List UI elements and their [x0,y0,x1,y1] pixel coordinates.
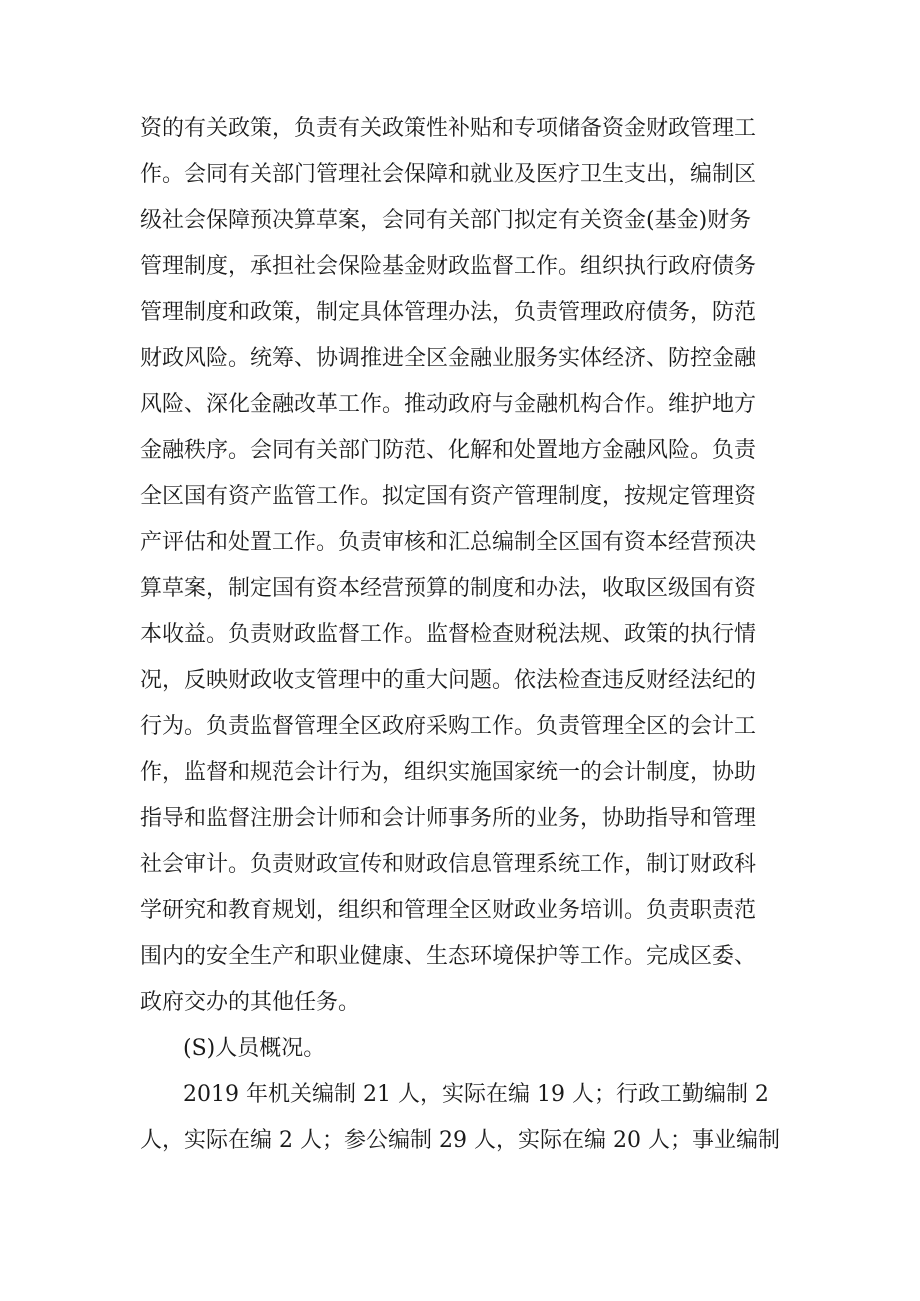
text-line: 财政风险。统筹、协调推进全区金融业服务实体经济、防控金融 [140,346,757,371]
text-line: 政府交办的其他任务。 [140,990,361,1015]
text-line: 资的有关政策，负责有关政策性补贴和专项储备资金财政管理工 [140,116,757,141]
text-line: 本收益。负责财政监督工作。监督检查财税法规、政策的执行情 [140,622,757,647]
text-line: 级社会保障预决算草案，会同有关部门拟定有关资金(基金)财务 [140,208,752,233]
text-line: 产评估和处置工作。负责审核和汇总编制全区国有资本经营预决 [140,530,757,555]
text-line: 管理制度，承担社会保险基金财政监督工作。组织执行政府债务 [140,254,757,279]
text-line: 社会审计。负责财政宣传和财政信息管理系统工作，制订财政科 [140,852,757,877]
text-line: 2019 年机关编制 21 人，实际在编 19 人；行政工勤编制 2 [183,1082,769,1107]
text-line: 围内的安全生产和职业健康、生态环境保护等工作。完成区委、 [140,944,757,969]
text-line: 管理制度和政策，制定具体管理办法，负责管理政府债务，防范 [140,300,757,325]
text-line: 指导和监督注册会计师和会计师事务所的业务，协助指导和管理 [140,806,757,831]
text-line: 作。会同有关部门管理社会保障和就业及医疗卫生支出，编制区 [140,162,757,187]
text-line: 风险、深化金融改革工作。推动政府与金融机构合作。维护地方 [140,392,757,417]
text-line: 人，实际在编 2 人；参公编制 29 人，实际在编 20 人；事业编制 [140,1128,780,1153]
text-line: 行为。负责监督管理全区政府采购工作。负责管理全区的会计工 [140,714,757,739]
text-line: 全区国有资产监管工作。拟定国有资产管理制度，按规定管理资 [140,484,757,509]
text-line: 学研究和教育规划，组织和管理全区财政业务培训。负责职责范 [140,898,757,923]
text-line: 金融秩序。会同有关部门防范、化解和处置地方金融风险。负责 [140,438,757,463]
text-line: 况，反映财政收支管理中的重大问题。依法检查违反财经法纪的 [140,668,757,693]
section-heading: (S)人员概况。 [183,1036,326,1061]
text-line: 算草案，制定国有资本经营预算的制度和办法，收取区级国有资 [140,576,757,601]
text-line: 作，监督和规范会计行为，组织实施国家统一的会计制度，协助 [140,760,757,785]
